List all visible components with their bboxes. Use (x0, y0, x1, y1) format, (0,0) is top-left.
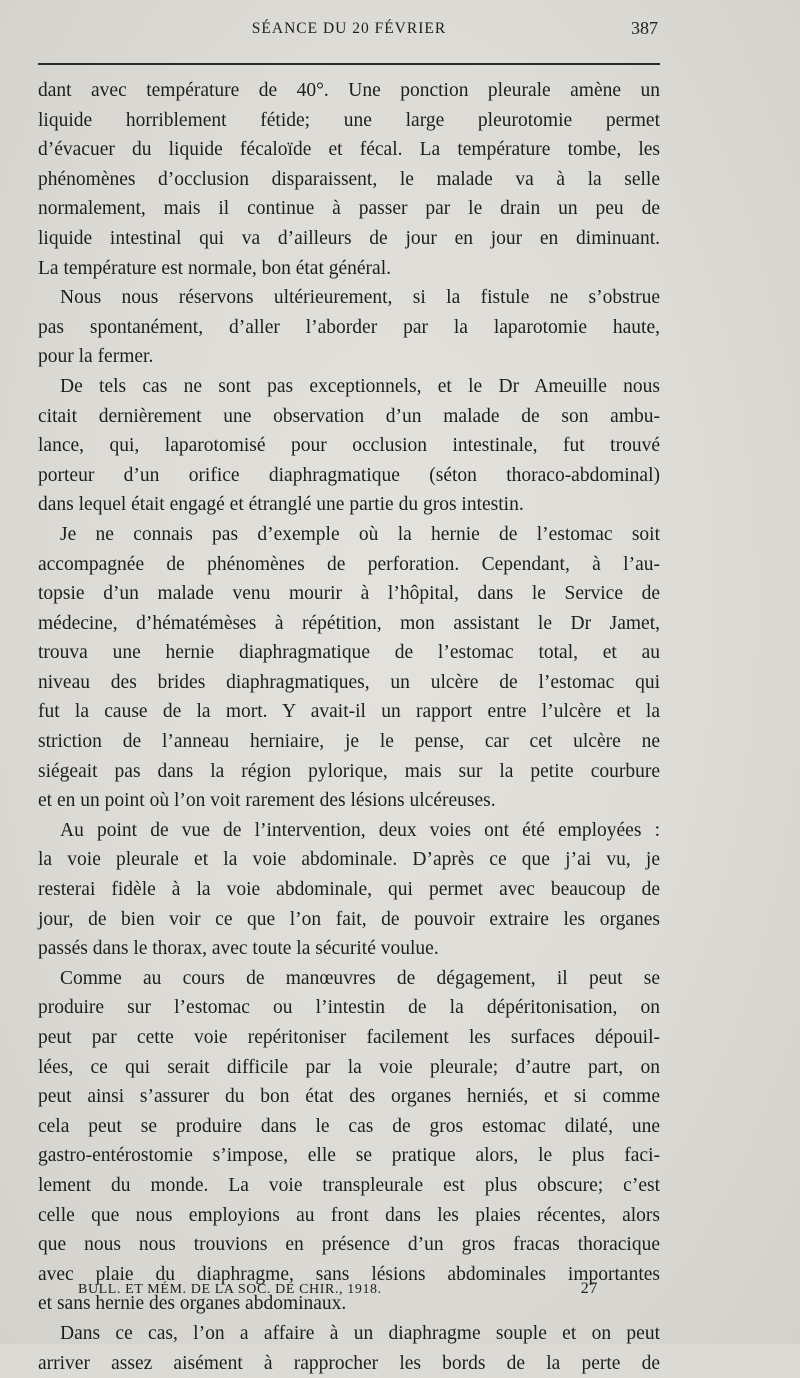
body-text (38, 76, 660, 1378)
text-line: lance, qui, laparotomisé pour occlusion intestinale, fut trouvé (38, 435, 660, 457)
text-line: trouva une hernie diaphragmatique de l’estomac total, et au (38, 642, 660, 664)
text-line: striction de l’anneau herniaire, je le pense, car cet ulcère ne (38, 731, 660, 753)
text-line: pour la fermer. (38, 346, 154, 368)
text-line: et sans hernie des organes abdominaux. (38, 1293, 347, 1315)
text-line: fut la cause de la mort. Y avait-il un rapport entre l’ulcère et la (38, 701, 660, 723)
text-line: cela peut se produire dans le cas de gros estomac dilaté, une (38, 1115, 660, 1137)
text-line: médecine, d’hématémèses à répétition, mon assistant le Dr Jamet, (38, 612, 660, 634)
header-rule (38, 63, 660, 65)
text-line: arriver assez aisément à rapprocher les bords de la perte de (38, 1352, 660, 1374)
text-line: d’évacuer du liquide fécaloïde et fécal. La température tombe, les (38, 139, 660, 161)
text-line: niveau des brides diaphragmatiques, un ulcère de l’estomac qui (38, 671, 660, 693)
text-line: celle que nous employions au front dans les plaies récentes, alors (38, 1204, 660, 1226)
text-line: normalement, mais il continue à passer par le drain un peu de (38, 198, 660, 220)
paragraph (38, 76, 660, 283)
text-line: dans lequel était engagé et étranglé une partie du gros intestin. (38, 494, 524, 516)
page-footer (78, 1280, 598, 1304)
text-line: et en un point où l’on voit rarement des lésions ulcéreuses. (38, 790, 496, 812)
text-line: jour, de bien voir ce que l’on fait, de pouvoir extraire les organes (38, 908, 660, 930)
text-line: Au point de vue de l’intervention, deux voies ont été employées : (60, 819, 660, 841)
text-line: peut ainsi s’assurer du bon état des organes herniés, et si comme (38, 1086, 660, 1108)
text-line: dant avec température de 40°. Une ponction pleurale amène un (38, 80, 660, 101)
signature-mark: 27 (580, 1280, 598, 1297)
text-line: que nous nous trouvions en présence d’un gros fracas thoracique (38, 1234, 660, 1256)
text-line: liquide intestinal qui va d’ailleurs de jour en jour en diminuant. (38, 227, 660, 249)
paragraph (38, 372, 660, 520)
text-line: topsie d’un malade venu mourir à l’hôpital, dans le Service de (38, 583, 660, 605)
text-line: Je ne connais pas d’exemple où la hernie de l’estomac soit (60, 523, 660, 545)
paragraph (38, 520, 660, 816)
text-line: produire sur l’estomac ou l’intestin de la dépéritonisation, on (38, 997, 660, 1019)
text-line: pas spontanément, d’aller l’aborder par la laparotomie haute, (38, 316, 660, 338)
text-line: Dans ce cas, l’on a affaire à un diaphragme souple et on peut (60, 1322, 660, 1344)
text-line: porteur d’un orifice diaphragmatique (séton thoraco-abdominal) (38, 464, 660, 486)
paragraph (38, 816, 660, 964)
text-line: lées, ce qui serait difficile par la voie pleurale; d’autre part, on (38, 1056, 660, 1078)
text-line: La température est normale, bon état général. (38, 257, 391, 279)
text-line: gastro-entérostomie s’impose, elle se pratique alors, le plus faci- (38, 1145, 660, 1167)
text-line: citait dernièrement une observation d’un malade de son ambu- (38, 405, 660, 427)
text-line: liquide horriblement fétide; une large pleurotomie permet (38, 109, 660, 131)
text-line: la voie pleurale et la voie abdominale. D’après ce que j’ai vu, je (38, 849, 660, 871)
text-line: phénomènes d’occlusion disparaissent, le malade va à la selle (38, 168, 660, 190)
page-number: 387 (631, 18, 658, 38)
text-line: avec plaie du diaphragme, sans lésions abdominales importantes (38, 1263, 660, 1285)
text-line: lement du monde. La voie transpleurale est plus obscure; c’est (38, 1174, 660, 1196)
paragraph (38, 1319, 660, 1378)
text-line: Nous nous réservons ultérieurement, si la fistule ne s’obstrue (60, 287, 660, 309)
journal-citation: BULL. ET MÉM. DE LA SOC. DE CHIR., 1918. (78, 1282, 382, 1297)
text-line: Comme au cours de manœuvres de dégagement, il peut se (60, 967, 660, 989)
paragraph (38, 283, 660, 372)
text-line: De tels cas ne sont pas exceptionnels, et le Dr Ameuille nous (60, 375, 660, 397)
text-line: passés dans le thorax, avec toute la sécurité voulue. (38, 938, 439, 960)
text-line: peut par cette voie repéritoniser facilement les surfaces dépouil- (38, 1027, 660, 1048)
page-header (38, 18, 660, 48)
paragraph (38, 964, 660, 1319)
text-line: accompagnée de phénomènes de perforation. Cependant, à l’au- (38, 553, 660, 575)
text-line: resterai fidèle à la voie abdominale, qui permet avec beaucoup de (38, 879, 660, 901)
text-line: siégeait pas dans la région pylorique, mais sur la petite courbure (38, 760, 660, 782)
running-title: SÉANCE DU 20 FÉVRIER (251, 20, 447, 37)
